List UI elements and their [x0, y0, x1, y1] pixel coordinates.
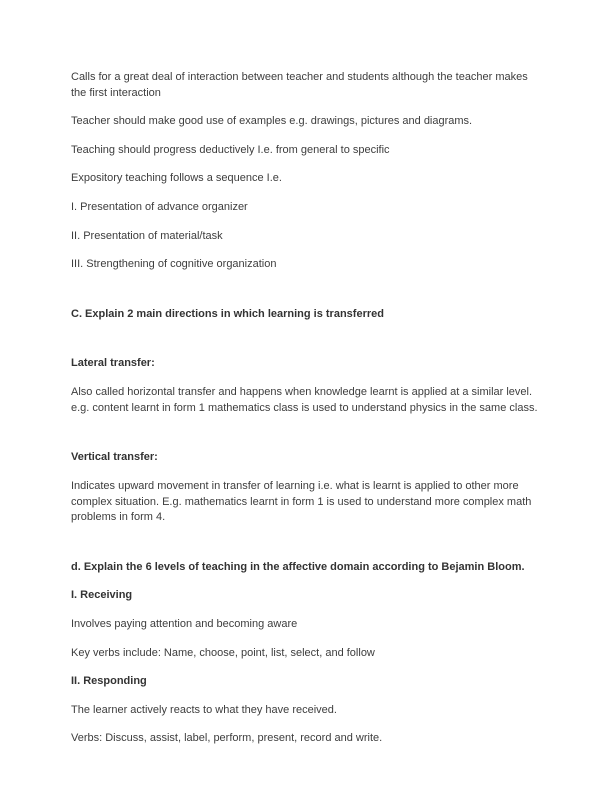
document-paragraph: Key verbs include: Name, choose, point, list, select, and follow — [71, 646, 375, 659]
document-heading: II. Responding — [71, 675, 147, 688]
document-content — [71, 70, 540, 747]
document-heading: Lateral transfer: — [71, 357, 155, 370]
document-paragraph: Calls for a great deal of interaction between teacher and students although the teacher makes the first interaction — [71, 71, 528, 99]
document-paragraph: The learner actively reacts to what they have received. — [71, 703, 337, 716]
document-heading: C. Explain 2 main directions in which learning is transferred — [71, 307, 384, 320]
document-paragraph: Teaching should progress deductively I.e. from general to specific — [71, 143, 390, 156]
document-heading: d. Explain the 6 levels of teaching in the affective domain according to Bejamin Bloom. — [71, 560, 525, 573]
document-heading: Vertical transfer: — [71, 451, 158, 464]
document-paragraph: Expository teaching follows a sequence I.e. — [71, 172, 282, 185]
document-paragraph: Indicates upward movement in transfer of learning i.e. what is learnt is applied to other more complex situation. E.g. mathematics learnt in form 1 is used to understand more complex math problems in form 4. — [71, 479, 532, 524]
document-paragraph: Teacher should make good use of examples e.g. drawings, pictures and diagrams. — [71, 115, 473, 128]
document-heading: I. Receiving — [71, 589, 133, 602]
document-paragraph: I. Presentation of advance organizer — [71, 201, 248, 214]
document-paragraph: II. Presentation of material/task — [71, 229, 223, 242]
document-paragraph: Involves paying attention and becoming aware — [71, 617, 298, 630]
document-paragraph: III. Strengthening of cognitive organization — [71, 258, 277, 271]
document-paragraph: Verbs: Discuss, assist, label, perform, present, record and write. — [71, 732, 383, 745]
document-paragraph: Also called horizontal transfer and happens when knowledge learnt is applied at a similar level. e.g. content learnt in form 1 mathematics class is used to understand physics in the same class. — [71, 386, 538, 414]
